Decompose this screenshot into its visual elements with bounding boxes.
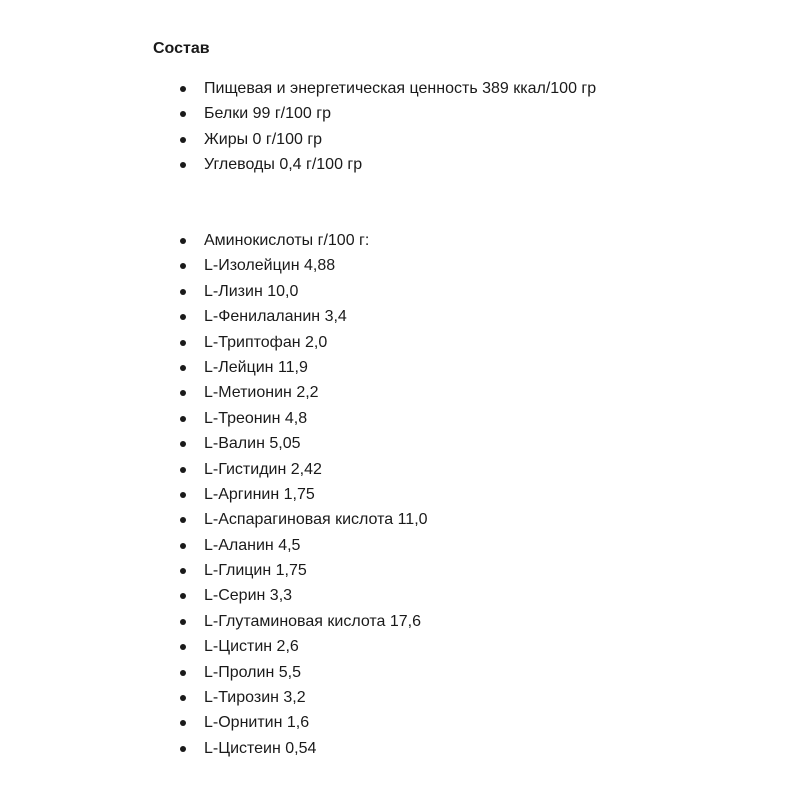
list-item <box>0 152 596 177</box>
bullet-icon <box>180 568 186 574</box>
bullet-icon <box>180 289 186 295</box>
nutrition-list <box>0 76 596 178</box>
bullet-icon <box>180 86 186 92</box>
list-item <box>0 330 428 355</box>
list-item <box>0 507 428 532</box>
bullet-icon <box>180 263 186 269</box>
bullet-icon <box>180 670 186 676</box>
bullet-icon <box>180 365 186 371</box>
list-item-text: L-Цистин 2,6 <box>204 638 299 656</box>
bullet-icon <box>180 492 186 498</box>
list-item-text: L-Глутаминовая кислота 17,6 <box>204 612 422 630</box>
list-item-text: L-Аргинин 1,75 <box>204 485 315 503</box>
list-item <box>0 660 428 685</box>
list-item <box>0 304 428 329</box>
list-item <box>0 634 428 659</box>
bullet-icon <box>180 390 186 396</box>
list-item <box>0 482 428 507</box>
list-item-text: L-Пролин 5,5 <box>204 663 301 681</box>
bullet-icon <box>180 441 186 447</box>
list-item-text: L-Лейцин 11,9 <box>204 358 308 376</box>
list-item <box>0 279 428 304</box>
bullet-icon <box>180 593 186 599</box>
list-item <box>0 736 428 761</box>
bullet-icon <box>180 695 186 701</box>
list-item-text: L-Метионин 2,2 <box>204 384 319 402</box>
list-item <box>0 457 428 482</box>
list-item-text: Аминокислоты г/100 г: <box>204 232 370 249</box>
bullet-icon <box>180 416 186 422</box>
list-item <box>0 685 428 710</box>
bullet-icon <box>180 162 186 168</box>
section-title: Состав <box>153 40 210 57</box>
list-item-text: L-Лизин 10,0 <box>204 282 299 300</box>
list-item <box>0 253 428 278</box>
list-item <box>0 533 428 558</box>
list-item-text: L-Аланин 4,5 <box>204 536 301 554</box>
bullet-icon <box>180 517 186 523</box>
bullet-icon <box>180 111 186 117</box>
list-item-text: L-Орнитин 1,6 <box>204 714 310 732</box>
list-item-text: L-Серин 3,3 <box>204 587 293 605</box>
bullet-icon <box>180 720 186 726</box>
list-item-text: L-Гистидин 2,42 <box>204 460 322 478</box>
list-item <box>0 406 428 431</box>
list-item <box>0 558 428 583</box>
bullet-icon <box>180 746 186 752</box>
list-item-text: Углеводы 0,4 г/100 гр <box>204 156 363 174</box>
list-item-text: L-Триптофан 2,0 <box>204 333 328 351</box>
list-item-text: Жиры 0 г/100 гр <box>204 130 323 148</box>
amino-acids-list <box>0 228 428 761</box>
list-item <box>0 355 428 380</box>
list-item <box>0 710 428 735</box>
list-item-text: L-Тирозин 3,2 <box>204 689 306 707</box>
list-item-text: L-Аспарагиновая кислота 11,0 <box>204 511 428 529</box>
bullet-icon <box>180 314 186 320</box>
list-item-text: Белки 99 г/100 гр <box>204 105 331 123</box>
bullet-icon <box>180 238 186 244</box>
list-item <box>0 380 428 405</box>
list-item-text: L-Валин 5,05 <box>204 435 301 453</box>
list-item <box>0 609 428 634</box>
bullet-icon <box>180 543 186 549</box>
list-item <box>0 431 428 456</box>
bullet-icon <box>180 137 186 143</box>
list-item <box>0 583 428 608</box>
list-item-text: L-Изолейцин 4,88 <box>204 257 336 275</box>
bullet-icon <box>180 644 186 650</box>
list-item-text: L-Треонин 4,8 <box>204 409 308 427</box>
list-item-text: L-Глицин 1,75 <box>204 562 307 580</box>
bullet-icon <box>180 619 186 625</box>
bullet-icon <box>180 467 186 473</box>
bullet-icon <box>180 340 186 346</box>
list-item-text: L-Цистеин 0,54 <box>204 739 317 757</box>
list-item-text: Пищевая и энергетическая ценность 389 ккал/100 гр <box>204 80 597 97</box>
list-item <box>0 127 596 152</box>
list-item-text: L-Фенилаланин 3,4 <box>204 308 347 326</box>
list-item <box>0 101 596 126</box>
list-item <box>0 228 428 253</box>
list-item <box>0 76 596 101</box>
